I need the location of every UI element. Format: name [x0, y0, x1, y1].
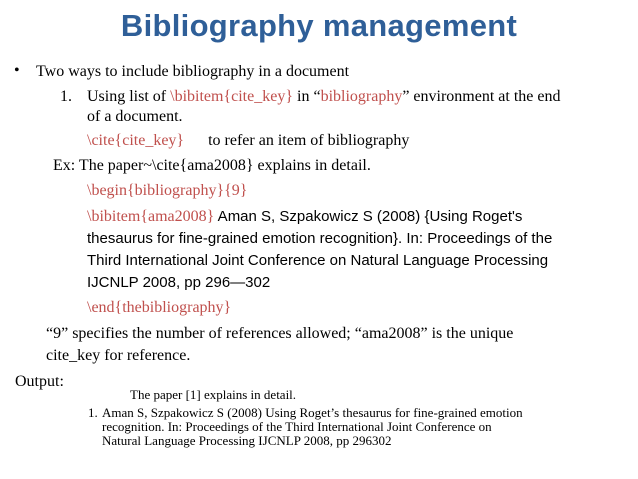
output-ref-line-3: Natural Language Processing IJCNLP 2008, pp 296302 [102, 433, 392, 448]
output-label: Output: [15, 373, 64, 390]
item-1-code-bibliography: bibliography [320, 88, 403, 105]
bullet-marker: • [14, 62, 20, 79]
bibitem-continuation-2: Third International Joint Conference on Natural Language Processing [87, 252, 549, 269]
bibitem-text: Aman S, Szpakowicz S (2008) {Using Roget's [214, 208, 523, 225]
cite-text: to refer an item of bibliography [208, 132, 410, 149]
cite-code: \cite{cite_key} [87, 132, 185, 149]
bibitem-code: \bibitem{ama2008} [87, 208, 215, 225]
cite-line [87, 131, 409, 151]
item-1-code-bibitem: \bibitem{cite_key} [170, 88, 294, 105]
bullet-text: Two ways to include bibliography in a document [36, 63, 350, 80]
example-line: Ex: The paper~\cite{ama2008} explains in detail. [53, 157, 371, 174]
item-1-line [87, 87, 561, 107]
bibitem-line [87, 207, 522, 227]
item-1-text-c: ” environment at the end [402, 88, 561, 105]
note-line-2: cite_key for reference. [46, 347, 191, 364]
bibitem-continuation-1: thesaurus for fine-grained emotion recognition}. In: Proceedings of the [87, 230, 553, 247]
note-line-1: “9” specifies the number of references allowed; “ama2008” is the unique [46, 325, 514, 342]
output-ref-line-1: Aman S, Szpakowicz S (2008) Using Roget’s thesaurus for fine-grained emotion [102, 405, 523, 420]
item-1-number: 1. [60, 88, 72, 105]
end-bibliography-code: \end{thebibliography} [87, 299, 232, 316]
item-1-continuation: of a document. [87, 108, 183, 125]
item-1-text-b: in “ [293, 88, 321, 105]
begin-bibliography-code: \begin{bibliography}{9} [87, 182, 248, 199]
slide-title: Bibliography management [120, 8, 518, 43]
item-1-text-a: Using list of [87, 88, 171, 105]
output-line: The paper [1] explains in detail. [130, 387, 297, 402]
output-preview [88, 388, 608, 450]
output-ref-number: 1. [88, 405, 98, 420]
output-ref-line-2: recognition. In: Proceedings of the Third International Joint Conference on [102, 419, 492, 434]
bibitem-continuation-3: IJCNLP 2008, pp 296—302 [87, 274, 271, 291]
